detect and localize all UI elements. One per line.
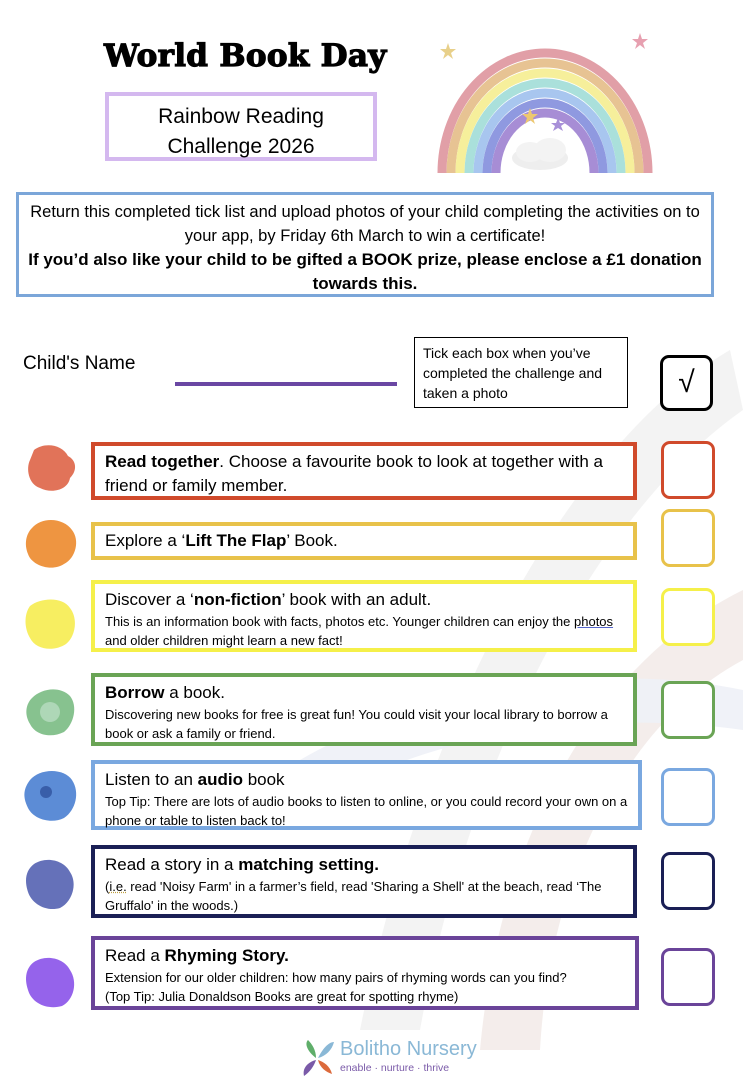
- leaf-logo-icon: [298, 1038, 336, 1078]
- activity-card-rhyming-story: [91, 936, 639, 1010]
- activity-description: This is an information book with facts, photos etc. Younger children can enjoy the photos and older children might learn a new fact!: [105, 614, 614, 648]
- challenge-title-line2: Challenge 2026: [167, 135, 315, 158]
- activity-text: Read a Rhyming Story.: [105, 946, 289, 965]
- activity-text: Read together. Choose a favourite book to look at together with a friend or family member.: [105, 452, 603, 495]
- instructions-box: [16, 192, 714, 297]
- child-name-label: Child's Name: [23, 353, 136, 374]
- checkbox-read-together[interactable]: [661, 441, 715, 499]
- logo-tagline: enable · nurture · thrive: [340, 1062, 450, 1074]
- paint-splash-icon-red: [22, 440, 80, 498]
- activity-text: Explore a ‘Lift The Flap’ Book.: [105, 531, 338, 550]
- checkbox-audio-book[interactable]: [661, 768, 715, 826]
- checkbox-lift-the-flap[interactable]: [661, 509, 715, 567]
- checkbox-rhyming-story[interactable]: [661, 948, 715, 1006]
- activity-text: Borrow a book.: [105, 683, 225, 702]
- activity-text: Discover a ‘non-fiction’ book with an adult.: [105, 590, 432, 609]
- child-name-field[interactable]: [175, 382, 397, 386]
- activity-text: Listen to an audio book: [105, 770, 285, 789]
- rainbow-illustration: [430, 28, 660, 178]
- checkbox-borrow[interactable]: [661, 681, 715, 739]
- nursery-logo: [298, 1038, 498, 1078]
- instructions-text: Return this completed tick list and upload photos of your child completing the activities on to your app, by Friday 6th March to win a certificate!: [30, 203, 700, 245]
- activity-description-line2: (Top Tip: Julia Donaldson Books are great for spotting rhyme): [105, 989, 459, 1004]
- challenge-title-line1: Rainbow Reading: [158, 105, 324, 128]
- activity-text: Read a story in a matching setting.: [105, 855, 379, 874]
- checkbox-matching-setting[interactable]: [661, 852, 715, 910]
- activity-description: (i.e. read 'Noisy Farm' in a farmer’s field, read 'Sharing a Shell' at the beach, read ‘The Gruffalo' in the woods.): [105, 879, 602, 913]
- checkbox-non-fiction[interactable]: [661, 588, 715, 646]
- activity-card-borrow: [91, 673, 637, 746]
- donation-text: If you’d also like your child to be gifted a BOOK prize, please enclose a £1 donation towards this.: [28, 250, 702, 293]
- activity-card-matching-setting: [91, 845, 637, 918]
- paint-splash-icon-yellow: [22, 594, 80, 652]
- activity-card-audio-book: [91, 760, 642, 830]
- paint-splash-icon-orange: [22, 514, 80, 572]
- activity-description: Top Tip: There are lots of audio books to listen to online, or you could record your own on a phone or table to listen back to!: [105, 794, 628, 828]
- page-title: World Book Day: [104, 38, 387, 74]
- logo-name: Bolitho Nursery: [340, 1038, 477, 1060]
- paint-splash-icon-blue: [22, 766, 80, 824]
- activity-description-line1: Extension for our older children: how many pairs of rhyming words can you find?: [105, 970, 567, 985]
- activity-description: Discovering new books for free is great fun! You could visit your local library to borrow a book or ask a family or friend.: [105, 707, 608, 741]
- example-tick-box: √: [660, 355, 713, 411]
- tick-instructions: Tick each box when you’ve completed the challenge and taken a photo: [414, 337, 628, 408]
- activity-card-non-fiction: [91, 580, 637, 652]
- challenge-title-box: [105, 92, 377, 161]
- activity-card-lift-the-flap: [91, 522, 637, 560]
- paint-splash-icon-green: [22, 682, 80, 740]
- activity-card-read-together: [91, 442, 637, 500]
- paint-splash-icon-indigo: [22, 854, 80, 912]
- paint-splash-icon-purple: [22, 952, 80, 1010]
